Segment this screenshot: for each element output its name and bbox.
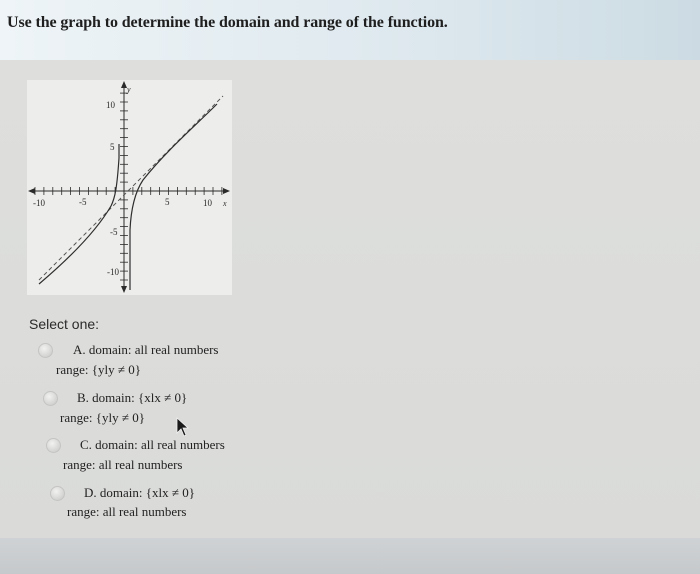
x-tick-label-neg5: -5 (79, 197, 87, 207)
option-a-radio[interactable] (38, 343, 53, 358)
option-c-range[interactable]: range: all real numbers (63, 457, 183, 472)
option-b-range[interactable]: range: {yly ≠ 0} (60, 410, 145, 425)
mouse-pointer-icon (176, 417, 190, 437)
bottom-strip (0, 538, 700, 574)
option-a-domain[interactable]: A. domain: all real numbers (73, 342, 219, 357)
x-axis-arrow-left (28, 188, 35, 194)
option-b-radio[interactable] (43, 391, 58, 406)
question-panel (0, 0, 700, 64)
y-tick-label-10: 10 (106, 100, 115, 110)
y-axis-arrow-down (121, 286, 127, 293)
option-c-domain[interactable]: C. domain: all real numbers (80, 437, 225, 452)
question-text: Use the graph to determine the domain and range of the function. (7, 14, 448, 31)
graph-svg (27, 80, 232, 295)
option-a-range[interactable]: range: {yly ≠ 0} (56, 362, 141, 377)
curve-left-branch (39, 144, 119, 284)
function-graph (27, 80, 232, 295)
y-tick-label-neg5: -5 (110, 227, 118, 237)
x-tick-label-10: 10 (203, 198, 212, 208)
select-one-label: Select one: (29, 316, 100, 332)
x-tick-label-neg10: -10 (33, 198, 45, 208)
x-axis-letter: x (223, 199, 227, 208)
option-d-radio[interactable] (50, 486, 65, 501)
y-tick-label-5: 5 (110, 142, 115, 152)
option-c-radio[interactable] (46, 438, 61, 453)
y-tick-label-neg10: -10 (107, 267, 119, 277)
y-axis-letter: y (127, 85, 131, 94)
x-axis-arrow-right (223, 188, 230, 194)
option-d-domain[interactable]: D. domain: {xlx ≠ 0} (84, 485, 195, 500)
x-tick-label-5: 5 (165, 197, 170, 207)
curve-right-branch (130, 104, 217, 290)
option-b-domain[interactable]: B. domain: {xlx ≠ 0} (77, 390, 188, 405)
option-d-range[interactable]: range: all real numbers (67, 504, 187, 519)
